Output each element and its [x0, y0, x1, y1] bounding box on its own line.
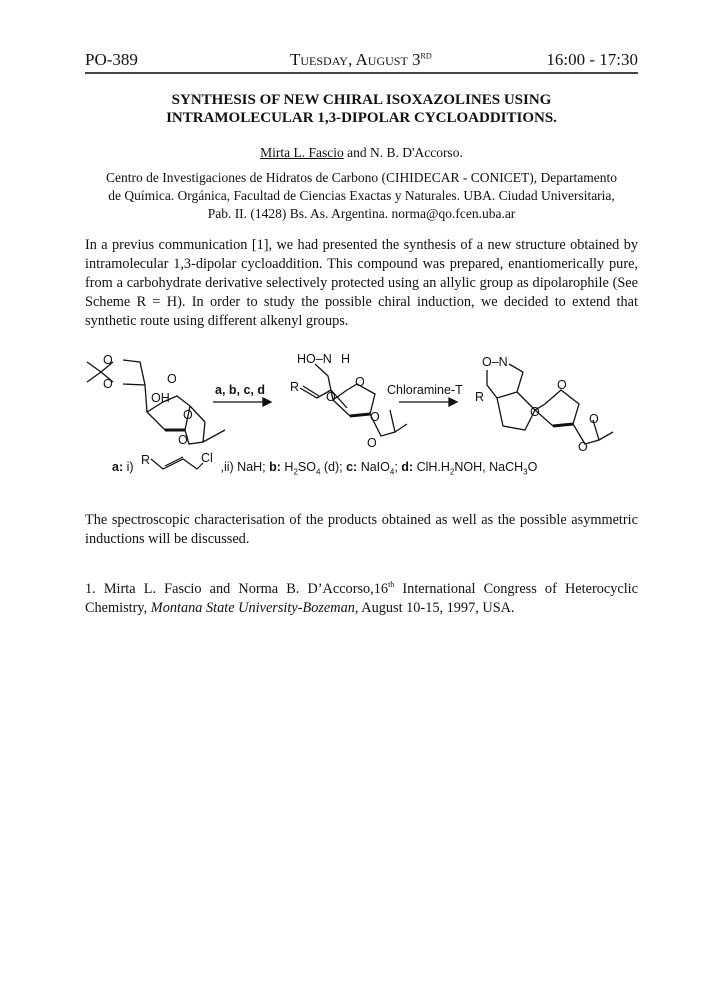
subscript: 2	[449, 467, 455, 477]
reference-text: 1. Mirta L. Fascio and Norma B. D’Accorso,16	[85, 580, 389, 597]
atom-o: O	[103, 377, 113, 391]
affiliation	[85, 169, 638, 223]
oxime-structure	[300, 364, 407, 436]
poster-code: PO-389	[85, 50, 138, 69]
atom-hon: HO–N	[297, 352, 332, 366]
reference-text: International Congress of Heterocyclic Chemistry,	[85, 580, 638, 616]
atom-o: O	[355, 375, 365, 389]
session-time: 16:00 - 17:30	[546, 50, 638, 69]
coauthors: and N. B. D'Accorso.	[343, 145, 463, 160]
reagents-line	[112, 451, 538, 477]
atom-o: O	[370, 410, 380, 424]
atom-oh: OH	[151, 391, 170, 405]
atom-o: O	[578, 440, 588, 454]
reagent-c-key: c:	[346, 460, 358, 474]
reagent-d-key: d:	[401, 460, 414, 474]
atom-o: O	[530, 405, 540, 419]
atom-o: O	[326, 390, 336, 404]
title-line-2: INTRAMOLECULAR 1,3-DIPOLAR CYCLOADDITIONS.	[166, 110, 557, 126]
day-text: Tuesday, August 3	[290, 50, 421, 69]
atom-o: O	[557, 378, 567, 392]
subscript: 3	[523, 467, 528, 477]
affiliation-line: Centro de Investigaciones de Hidratos de Carbono (CIHIDECAR - CONICET), Departamento	[106, 170, 617, 185]
reagent-a-key: a:	[112, 460, 124, 474]
reagent-text: SO	[297, 460, 316, 474]
reagent-text: ;	[394, 460, 402, 474]
reagent-text: ,ii) NaH;	[217, 460, 270, 474]
atom-o: O	[183, 408, 193, 422]
reagent-text: NOH, NaCH	[454, 460, 524, 474]
affiliation-line: Pab. II. (1428) Bs. As. Argentina. norma@qo.fcen.uba.ar	[207, 206, 516, 221]
reagent-text: ClH.H	[413, 460, 450, 474]
isoxazoline-structure	[487, 364, 613, 444]
reagent-text: (d);	[320, 460, 347, 474]
reaction-scheme	[85, 350, 645, 480]
presenting-author: Mirta L. Fascio	[260, 145, 344, 160]
subscript: 2	[293, 467, 298, 477]
reference-sup: th	[388, 580, 395, 589]
allyl-chloride-structure	[137, 451, 217, 471]
atom-r: R	[475, 390, 485, 404]
atom-o: O	[103, 353, 113, 367]
reagent-text: O	[527, 460, 538, 474]
subscript: 4	[315, 467, 321, 477]
atom-r: R	[290, 380, 300, 394]
atom-cl: Cl	[201, 451, 213, 465]
intro-paragraph: In a previus communication [1], we had presented the synthesis of a new structure obtained by intramolecular 1,3-dipolar cycloaddition. This compound was prepared, enantiomerically pure, from a carbohydrate derivative selectively protected using an allylic group as dipolarophile (See Scheme R = H). In order to study the possible chiral induction, we decided to extend that synthetic route using different alkenyl groups.	[85, 237, 638, 329]
authors	[85, 145, 638, 161]
page-header	[85, 50, 638, 74]
reference-1	[85, 575, 638, 618]
atom-o: O	[589, 412, 599, 426]
atom-o: O	[367, 436, 377, 450]
affiliation-line: de Química. Orgánica, Facultad de Ciencias Exactas y Naturales. UBA. Ciudad Universitaria,	[108, 188, 615, 203]
reference-text: , August 10-15, 1997, USA.	[354, 599, 515, 616]
atom-on: O–N	[482, 355, 508, 369]
step-1-label: a, b, c, d	[215, 383, 266, 397]
atom-r: R	[141, 453, 151, 467]
step-2-label: Chloramine-T	[387, 383, 463, 397]
reagent-text: NaIO	[357, 460, 390, 474]
reagent-text: i)	[123, 460, 134, 474]
paper-title	[85, 91, 638, 127]
session-day	[290, 50, 432, 70]
reference-venue: Montana State University-Bozeman	[150, 599, 355, 616]
day-sup: RD	[420, 51, 432, 61]
title-line-1: SYNTHESIS OF NEW CHIRAL ISOXAZOLINES USING	[171, 92, 552, 108]
atom-h: H	[341, 352, 351, 366]
reagent-text: H	[280, 460, 294, 474]
reagent-b-key: b:	[269, 460, 281, 474]
atom-o: O	[178, 433, 188, 447]
subscript: 4	[389, 467, 395, 477]
atom-o: O	[167, 372, 177, 386]
discussion-paragraph: The spectroscopic characterisation of the products obtained as well as the possible asymmetric inductions will be discussed.	[85, 512, 638, 547]
